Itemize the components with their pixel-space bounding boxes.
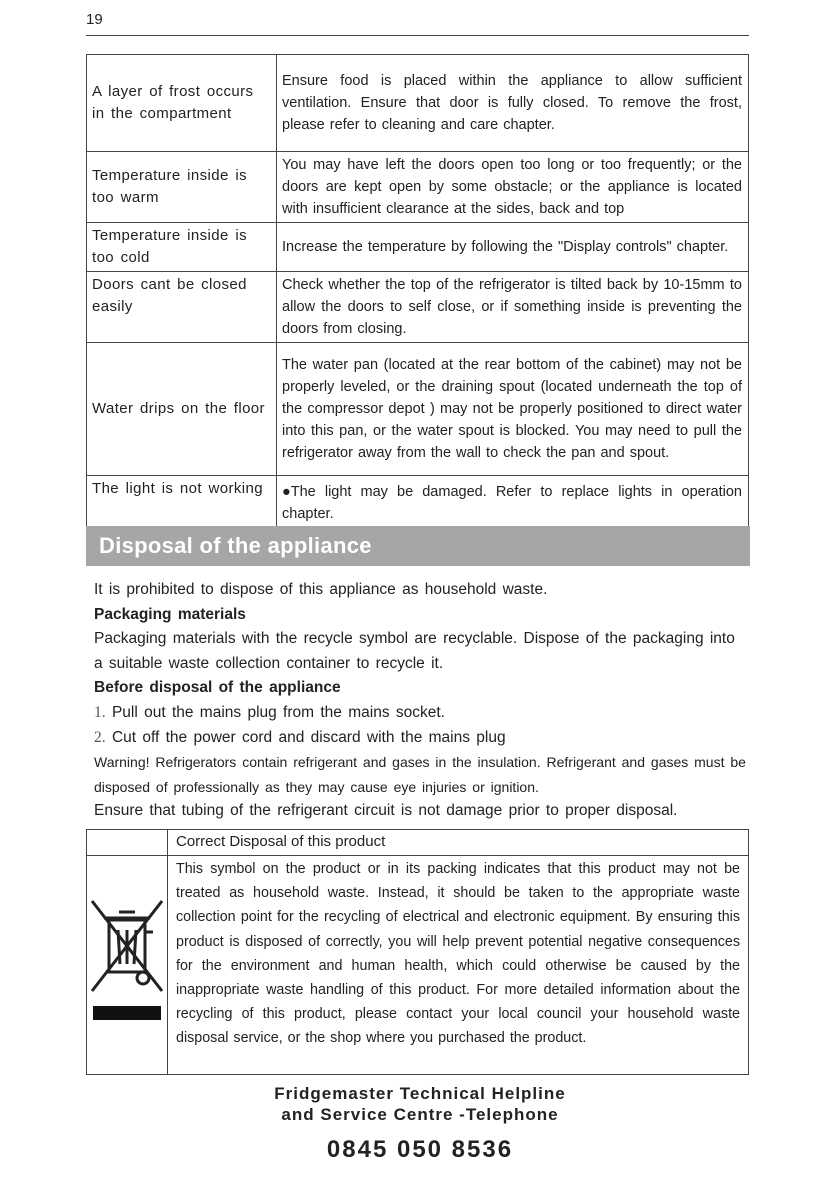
problem-cell: Temperature inside is too cold — [87, 223, 277, 272]
helpline-phone: 0845 050 8536 — [326, 1136, 514, 1163]
step-item — [94, 726, 749, 751]
table-row — [87, 856, 749, 1075]
step-number: 2. — [94, 728, 106, 746]
problem-cell: Doors cant be closed easily — [87, 272, 277, 343]
table-row — [87, 476, 749, 530]
problem-cell: Temperature inside is too warm — [87, 152, 277, 223]
packaging-text: Packaging materials with the recycle symbol are recyclable. Dispose of the packaging into a suitable waste collection container to recycle it. — [94, 630, 735, 672]
table-row — [87, 272, 749, 343]
header-rule — [86, 35, 749, 36]
bullet-icon: ● — [282, 483, 291, 500]
intro-text: It is prohibited to dispose of this appliance as household waste. — [94, 581, 548, 598]
step-item — [94, 701, 749, 726]
weee-disposal-table — [86, 829, 749, 1075]
solution-cell: Ensure food is placed within the appliance to allow sufficient ventilation. Ensure that door is fully closed. To remove the frost, please refer to cleaning and care chapter. — [277, 55, 749, 152]
disposal-section — [94, 578, 749, 824]
solution-text: The light may be damaged. Refer to replace lights in operation chapter. — [282, 483, 742, 522]
solution-cell: Check whether the top of the refrigerator is tilted back by 10-15mm to allow the doors to self close, or if something inside is preventing the doors from closing. — [277, 272, 749, 343]
table-row — [87, 152, 749, 223]
weee-title: Correct Disposal of this product — [168, 830, 749, 856]
warning-text: Warning! Refrigerators contain refrigerant and gases in the insulation. Refrigerant and gases must be disposed of professionally as they may cause eye injuries or ignition. — [94, 754, 746, 795]
table-row — [87, 55, 749, 152]
packaging-heading: Packaging materials — [94, 605, 246, 623]
solution-cell: You may have left the doors open too long or too frequently; or the doors are kept open by some obstacle; or the appliance is located with insufficient clearance at the sides, back and top — [277, 152, 749, 223]
crossed-out-wheelie-bin-icon — [87, 898, 167, 1028]
solution-cell: The water pan (located at the rear bottom of the cabinet) may not be properly leveled, or the draining spout (located underneath the top of the compressor depot ) may not be properly positioned to direct water into this pan, or the water spout is blocked. You may need to pull the refrigerator away from the wall to check the pan and spout. — [277, 343, 749, 476]
problem-cell: A layer of frost occurs in the compartment — [87, 55, 277, 152]
step-number: 1. — [94, 703, 106, 721]
section-heading: Disposal of the appliance — [86, 526, 750, 566]
solution-cell — [277, 476, 749, 530]
helpline-title: Fridgemaster Technical Helpline — [274, 1084, 566, 1103]
helpline-subtitle: and Service Centre -Telephone — [281, 1105, 559, 1124]
problem-cell: The light is not working — [87, 476, 277, 530]
page-number: 19 — [86, 11, 103, 28]
table-row — [87, 343, 749, 476]
step-text: Cut off the power cord and discard with the mains plug — [111, 728, 506, 746]
icon-cell — [87, 856, 168, 1075]
solution-cell: Increase the temperature by following the "Display controls" chapter. — [277, 223, 749, 272]
step-text: Pull out the mains plug from the mains socket. — [111, 703, 445, 721]
helpline-block — [0, 1083, 840, 1163]
before-disposal-heading: Before disposal of the appliance — [94, 679, 341, 697]
weee-body-text: This symbol on the product or in its packing indicates that this product may not be treated as household waste. Instead, it should be taken to the appropriate waste collection point for the recycling of electrical and electronic equipment. By ensuring this product is disposed of correctly, you will help prevent potential negative consequences for the environment and human health, which could otherwise be caused by the inappropriate waste handling of this product. For more detailed information about the recycling of this product, please contact your local council your household waste disposal service, or the shop where you purchased the product. — [168, 856, 749, 1075]
table-row — [87, 830, 749, 856]
table-row — [87, 223, 749, 272]
troubleshooting-table — [86, 54, 749, 530]
ensure-text: Ensure that tubing of the refrigerant circuit is not damage prior to proper disposal. — [94, 802, 678, 820]
problem-cell: Water drips on the floor — [87, 343, 277, 476]
empty-cell — [87, 830, 168, 856]
